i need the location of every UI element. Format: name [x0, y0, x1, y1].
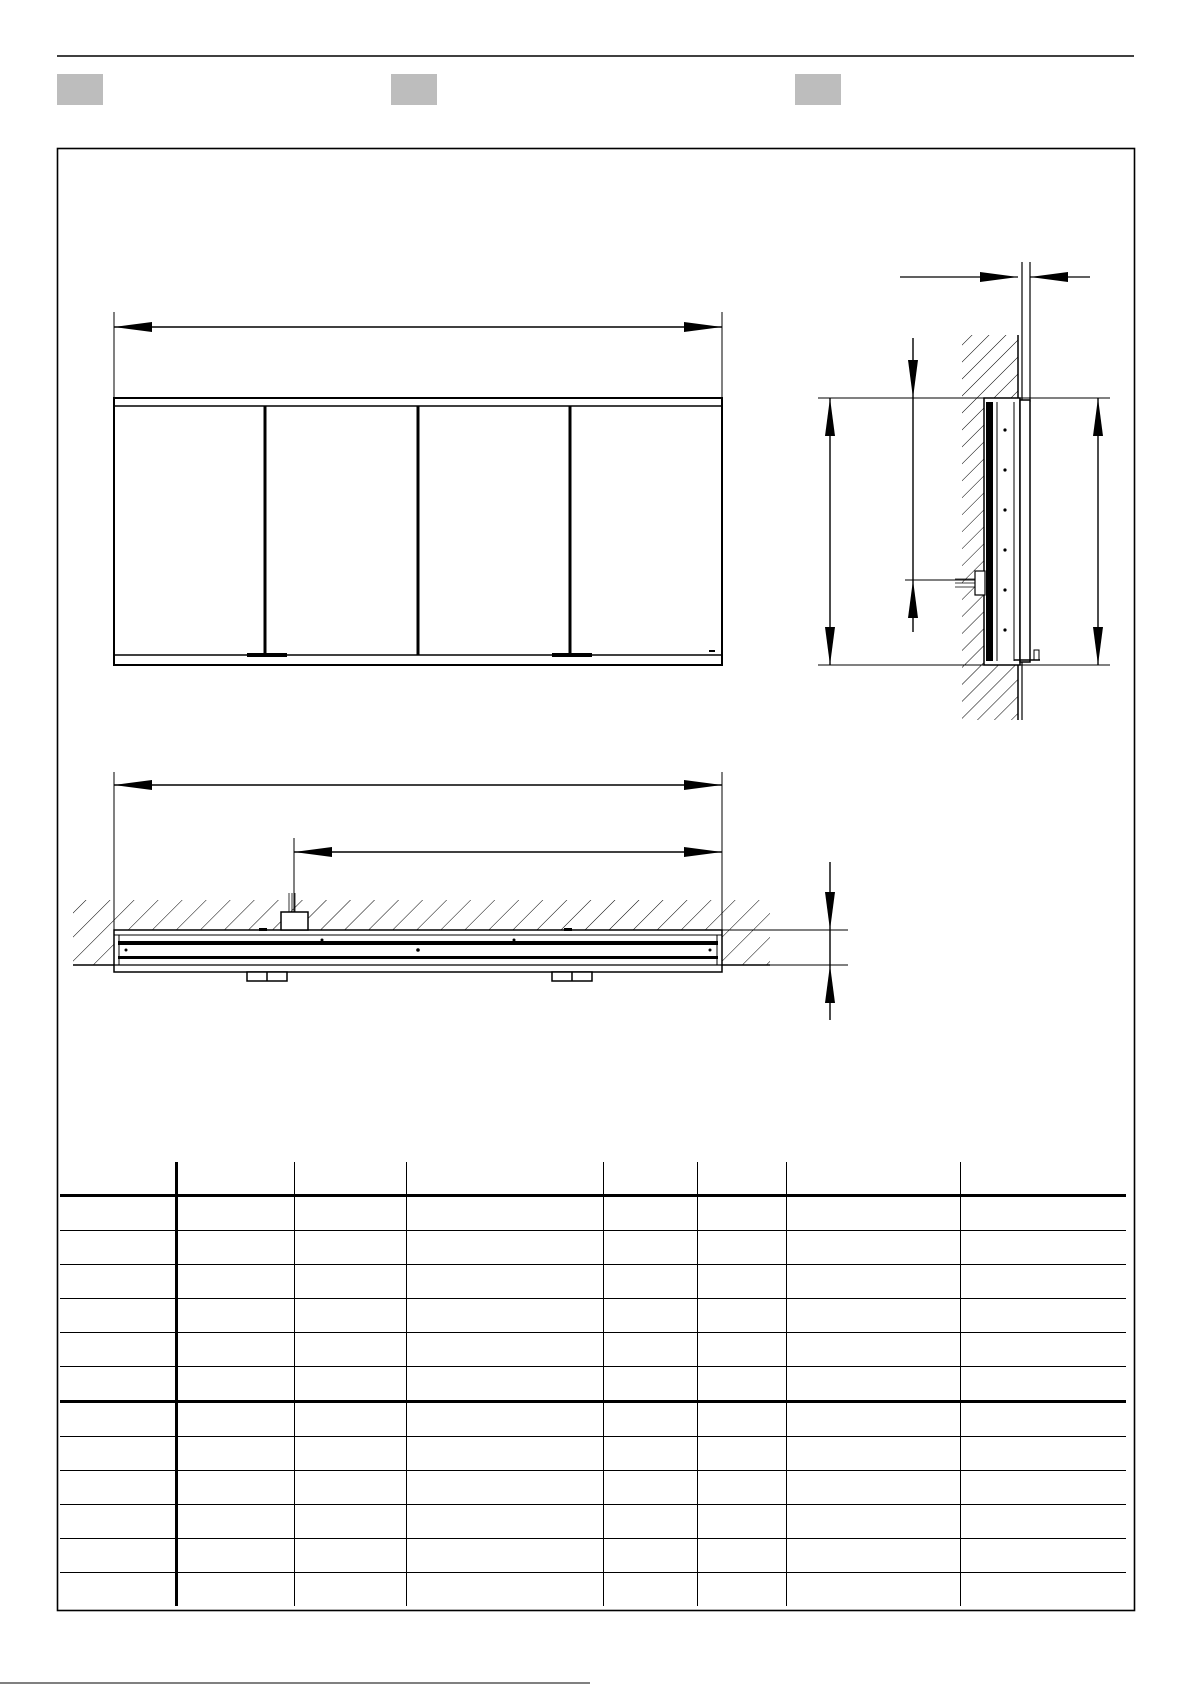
table-cell [294, 1402, 406, 1437]
table-cell [786, 1367, 960, 1402]
arrowhead-down [1093, 627, 1103, 665]
table-cell [786, 1505, 960, 1539]
plan-view [73, 772, 848, 1020]
arrowhead-up [825, 965, 835, 1003]
table-cell [176, 1196, 294, 1231]
arrowhead-right [684, 847, 722, 857]
table-row [60, 1471, 1126, 1505]
table-cell [697, 1367, 786, 1402]
table-cell [294, 1231, 406, 1265]
table-header-row [60, 1162, 1126, 1196]
table-cell [294, 1573, 406, 1607]
table-cell [406, 1333, 603, 1367]
arrowhead-up [825, 398, 835, 436]
cabinet-door-3 [418, 406, 570, 655]
table-cell [960, 1196, 1126, 1231]
table-cell [603, 1437, 697, 1471]
socket-box [975, 571, 985, 595]
arrowhead-right [684, 322, 722, 332]
arrowhead-left [114, 322, 152, 332]
front-width-dimension [114, 312, 722, 398]
mirror-panel [118, 956, 718, 959]
arrowhead-down [825, 627, 835, 665]
table-cell [406, 1573, 603, 1607]
table-cell [603, 1333, 697, 1367]
recess-height-dimension [825, 398, 835, 665]
side-view [818, 262, 1110, 720]
table-row [60, 1299, 1126, 1333]
table-cell [176, 1573, 294, 1607]
table-row [60, 1265, 1126, 1299]
socket-box [281, 912, 308, 930]
cabinet-door-2 [265, 406, 418, 655]
table-cell [294, 1196, 406, 1231]
table-cell [786, 1573, 960, 1607]
table-cell [697, 1299, 786, 1333]
arrowhead-left [294, 847, 332, 857]
arrowhead-up [908, 580, 918, 618]
table-cell [60, 1231, 176, 1265]
table-row [60, 1231, 1126, 1265]
table-cell [960, 1505, 1126, 1539]
table-cell [176, 1505, 294, 1539]
table-cell [603, 1265, 697, 1299]
table-cell [786, 1333, 960, 1367]
cabinet-door-4 [570, 406, 722, 655]
table-cell [697, 1471, 786, 1505]
table-cell [697, 1231, 786, 1265]
table-cell [60, 1573, 176, 1607]
hinge-mark [564, 928, 572, 931]
table-cell [60, 1265, 176, 1299]
table-cell [406, 1505, 603, 1539]
arrowhead-down [825, 892, 835, 930]
table-cell [960, 1333, 1126, 1367]
cabinet-height-dimension [1093, 398, 1103, 665]
screw-point [1003, 628, 1006, 631]
table-cell [786, 1402, 960, 1437]
table-cell [294, 1471, 406, 1505]
table-cell [960, 1231, 1126, 1265]
cabinet-door-section [1020, 400, 1030, 662]
bottom-bracket [1034, 650, 1039, 660]
table-cell [603, 1539, 697, 1573]
table-header-cell [603, 1162, 697, 1196]
arrowhead-down [908, 360, 918, 398]
table-cell [406, 1539, 603, 1573]
hinge-mark [259, 928, 267, 931]
screw-point [709, 949, 712, 952]
table-cell [294, 1333, 406, 1367]
arrowhead-up [1093, 398, 1103, 436]
table-cell [786, 1265, 960, 1299]
table-cell [60, 1402, 176, 1437]
table-cell [697, 1265, 786, 1299]
table-cell [176, 1231, 294, 1265]
table-cell [294, 1539, 406, 1573]
arrowhead-right [980, 272, 1018, 282]
table-cell [786, 1471, 960, 1505]
table-cell [960, 1299, 1126, 1333]
specification-table-grid [60, 1162, 1126, 1606]
table-cell [603, 1231, 697, 1265]
table-cell [603, 1471, 697, 1505]
table-cell [786, 1231, 960, 1265]
table-row [60, 1333, 1126, 1367]
table-cell [176, 1402, 294, 1437]
table-header-cell [960, 1162, 1126, 1196]
screw-point [125, 949, 128, 952]
table-cell [786, 1539, 960, 1573]
table-header-cell [786, 1162, 960, 1196]
table-cell [294, 1437, 406, 1471]
cabinet-door-1 [114, 406, 265, 655]
screw-point [321, 939, 324, 942]
table-cell [60, 1505, 176, 1539]
table-cell [406, 1402, 603, 1437]
table-cell [60, 1196, 176, 1231]
table-cell [603, 1367, 697, 1402]
table-cell [786, 1196, 960, 1231]
table-row [60, 1196, 1126, 1231]
table-cell [60, 1437, 176, 1471]
table-row [60, 1505, 1126, 1539]
table-cell [960, 1573, 1126, 1607]
table-row [60, 1367, 1126, 1402]
table-cell [697, 1333, 786, 1367]
table-cell [294, 1505, 406, 1539]
table-cell [697, 1402, 786, 1437]
table-cell [176, 1299, 294, 1333]
table-body [60, 1196, 1126, 1607]
specification-table [60, 1162, 1126, 1606]
table-cell [697, 1437, 786, 1471]
screw-point [416, 948, 420, 952]
table-cell [176, 1471, 294, 1505]
table-cell [603, 1402, 697, 1437]
table-row [60, 1402, 1126, 1437]
cabinet-section [984, 398, 1040, 665]
cabinet-plan [114, 928, 722, 981]
front-view [114, 312, 722, 665]
table-header-cell [294, 1162, 406, 1196]
table-cell [786, 1299, 960, 1333]
table-header-cell [406, 1162, 603, 1196]
table-row [60, 1573, 1126, 1607]
table-cell [176, 1367, 294, 1402]
table-cell [960, 1471, 1126, 1505]
table-cell [786, 1437, 960, 1471]
table-header-cell [697, 1162, 786, 1196]
table-cell [406, 1231, 603, 1265]
table-cell [176, 1333, 294, 1367]
arrowhead-left [114, 780, 152, 790]
table-cell [60, 1367, 176, 1402]
table-cell [697, 1505, 786, 1539]
table-cell [406, 1471, 603, 1505]
table-cell [294, 1299, 406, 1333]
screw-point [1003, 468, 1006, 471]
table-cell [960, 1437, 1126, 1471]
screw-point [1003, 508, 1006, 511]
arrowhead-right [684, 780, 722, 790]
table-cell [406, 1299, 603, 1333]
screw-point [1003, 588, 1006, 591]
table-cell [960, 1402, 1126, 1437]
table-cell [60, 1299, 176, 1333]
table-cell [60, 1333, 176, 1367]
table-cell [294, 1265, 406, 1299]
table-cell [406, 1265, 603, 1299]
table-cell [406, 1196, 603, 1231]
table-cell [176, 1265, 294, 1299]
table-header-cell [60, 1162, 176, 1196]
switch-mark [709, 650, 715, 652]
cabinet-front [114, 398, 722, 665]
back-panel [118, 941, 718, 945]
table-cell [960, 1265, 1126, 1299]
table-cell [960, 1539, 1126, 1573]
table-cell [697, 1573, 786, 1607]
protrusion-dimension [900, 272, 1090, 282]
table-cell [60, 1539, 176, 1573]
table-cell [960, 1367, 1126, 1402]
screw-point [513, 939, 516, 942]
screw-point [1003, 428, 1006, 431]
table-cell [294, 1367, 406, 1402]
table-cell [603, 1196, 697, 1231]
table-cell [176, 1539, 294, 1573]
table-cell [603, 1299, 697, 1333]
table-row [60, 1437, 1126, 1471]
table-cell [176, 1437, 294, 1471]
screw-point [1003, 548, 1006, 551]
table-cell [697, 1196, 786, 1231]
table-row [60, 1539, 1126, 1573]
arrowhead-left [1030, 272, 1068, 282]
table-cell [603, 1505, 697, 1539]
table-cell [406, 1367, 603, 1402]
table-header-cell [176, 1162, 294, 1196]
table-cell [60, 1471, 176, 1505]
table-cell [603, 1573, 697, 1607]
table-cell [406, 1437, 603, 1471]
back-panel [986, 402, 993, 661]
table-cell [697, 1539, 786, 1573]
